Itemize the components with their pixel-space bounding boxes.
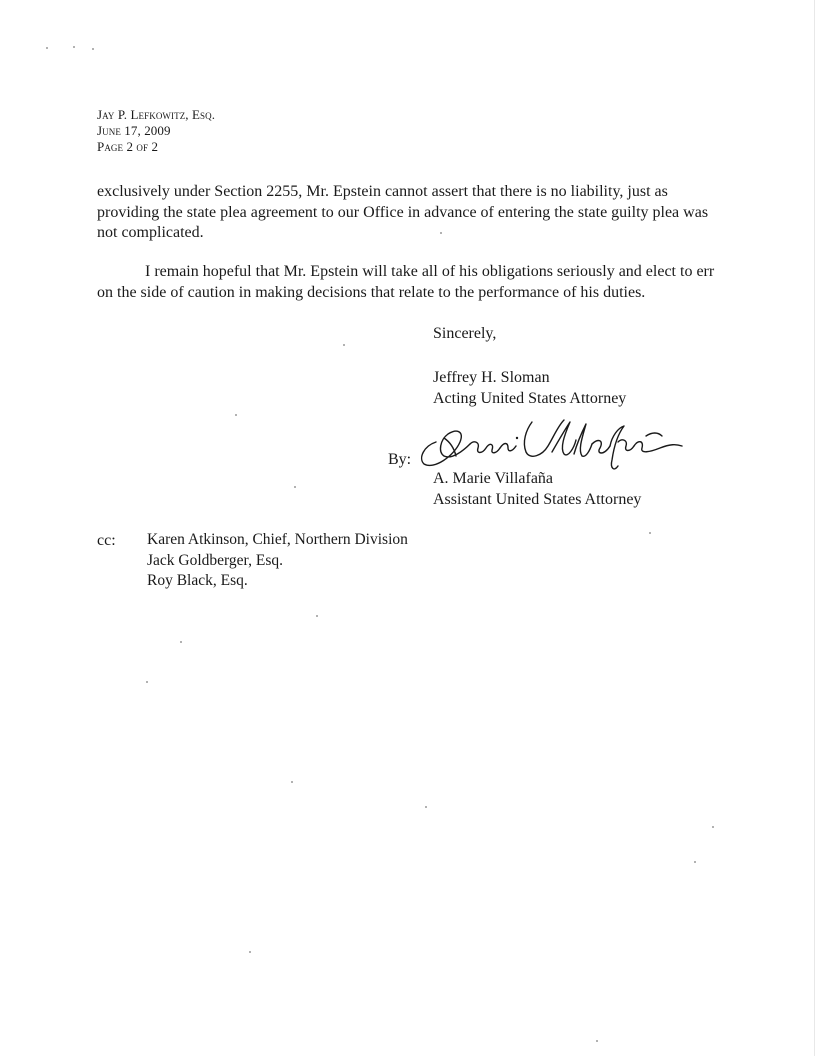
header-recipient: Jay P. Lefkowitz, Esq. (97, 107, 216, 122)
scan-speck (712, 826, 714, 828)
scan-speck (146, 681, 148, 683)
letter-header (97, 107, 215, 155)
scan-speck (73, 46, 75, 48)
scan-speck (180, 641, 182, 643)
scan-speck (249, 951, 251, 953)
signer-name: Jeffrey H. Sloman (433, 369, 550, 386)
scan-speck (343, 344, 345, 346)
assistant-name: A. Marie Villafaña (433, 470, 554, 487)
scan-speck (440, 232, 442, 234)
header-page-number: Page 2 of 2 (97, 139, 159, 154)
signer-block (433, 368, 626, 409)
cc-label: cc: (97, 532, 116, 549)
body-paragraph-2: I remain hopeful that Mr. Epstein will take all of his obligations seriously and elect to err on the side of caution in making decisions that relate to the performance of his duties. (97, 263, 715, 301)
handwritten-signature (414, 412, 694, 474)
scan-speck (649, 532, 651, 534)
signer-title: Acting United States Attorney (433, 389, 627, 407)
scan-speck (92, 48, 94, 50)
cc-recipient: Karen Atkinson, Chief, Northern Division (147, 531, 408, 548)
scan-speck (291, 781, 293, 783)
closing-salutation: Sincerely, (433, 325, 497, 342)
cc-recipient: Jack Goldberger, Esq. (147, 551, 283, 569)
scan-speck (46, 47, 48, 49)
cc-recipients (147, 530, 408, 592)
scan-speck (596, 1040, 598, 1042)
scan-speck (425, 806, 427, 808)
scan-speck (694, 861, 696, 863)
assistant-block (433, 469, 641, 510)
assistant-title: Assistant United States Attorney (433, 490, 642, 508)
body-paragraph-1: exclusively under Section 2255, Mr. Epstein cannot assert that there is no liability, just as providing the state plea agreement to our Office in advance of entering the state guilty plea was not complicated. (97, 183, 709, 241)
cc-recipient: Roy Black, Esq. (147, 572, 248, 589)
scan-speck (235, 414, 237, 416)
by-label: By: (388, 451, 412, 468)
scan-speck (316, 615, 318, 617)
scan-speck (294, 486, 296, 488)
header-date: June 17, 2009 (97, 123, 171, 138)
scan-edge (814, 0, 815, 1056)
